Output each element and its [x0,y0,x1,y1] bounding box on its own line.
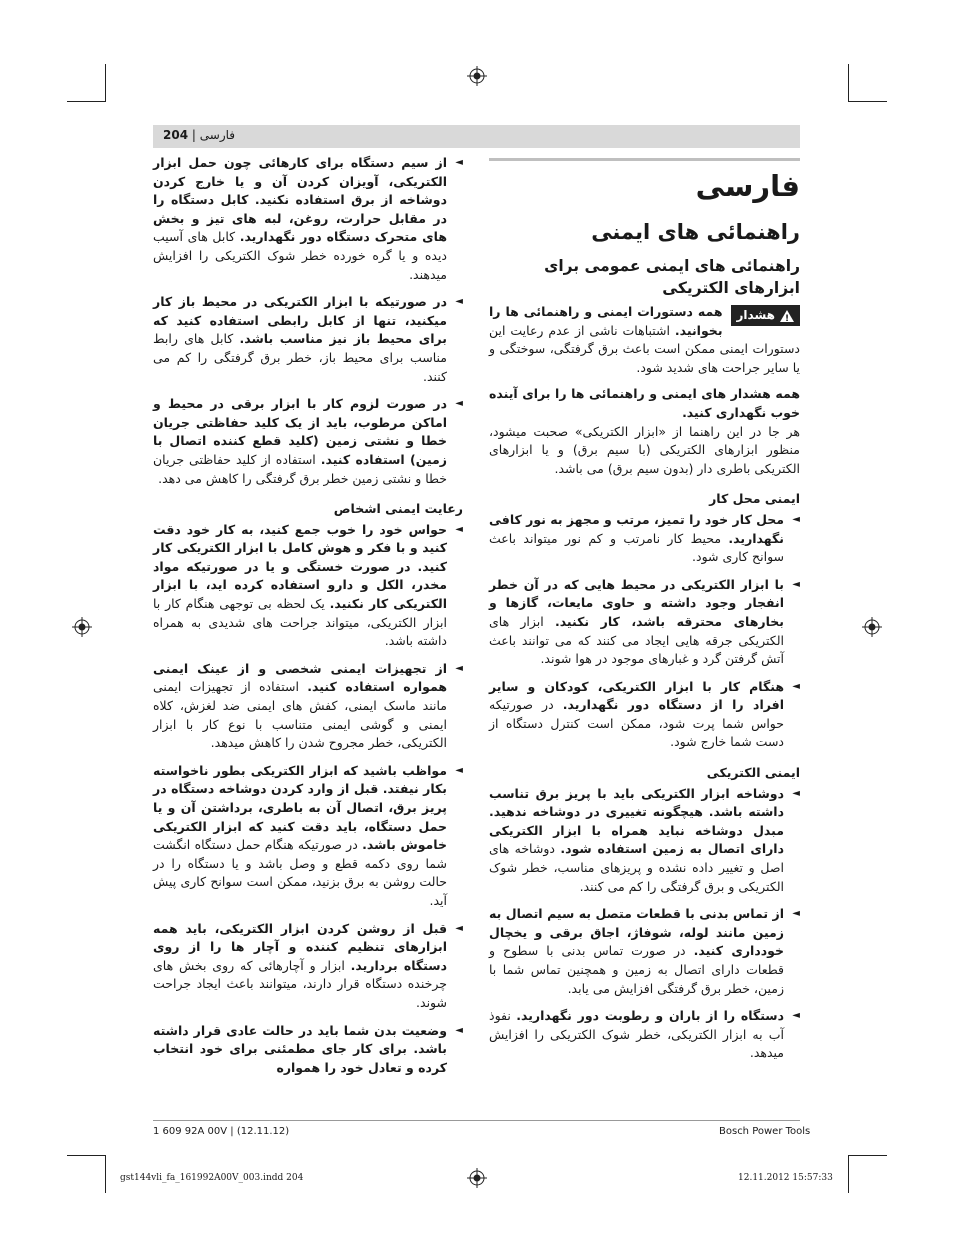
item-text: دوشاخه های اصل و تغییر داده نشده و پریزهای مناسب، خطر شوک الکتریکی و برق گرفتگی را کم می کنند. [489,841,784,894]
list-item [153,660,463,753]
subsection-title: راهنمائی های ایمنی عمومی برای ابزارهای الکتریکی [544,257,800,297]
header-separator: | [191,128,196,142]
item-bold: در صورتیکه با ابزار الکتریکی در محیط باز کار میکنید، تنها از کابل رابطی استفاده کنید که برای محیط باز نیز مناسب باشد. [153,294,447,347]
list-item [489,576,800,669]
bullet-arrow-icon: ◄ [455,1024,463,1036]
item-bold: از سیم دستگاه برای کارهائی چون حمل ابزار الکتریکی، آویزان کردن آن و یا خارج کردن دوشاخه از برق استفاده نکنید. کابل دستگاه را در مقابل حرارت، روغن، لبه های تیز و بخش های متحرک دستگاه دور نگهدارید. [153,155,447,245]
page-header-label [163,128,235,142]
list-item [153,395,463,488]
left-column [153,154,463,1086]
bullet-arrow-icon: ◄ [455,296,463,308]
crop-mark [849,101,887,102]
crop-mark [67,1155,105,1156]
bullet-arrow-icon: ◄ [792,1010,800,1022]
item-bold: وضعیت بدن شما باید در حالت عادی قرار داشته باشد. برای کار جای مطمئنی برای خود انتخاب کرده و تعادل خود را همواره [153,1022,447,1075]
list-item [153,762,463,911]
item-bold: مواظب باشید که ابزار الکتریکی بطور ناخواسته بکار نیفتد. قبل از وارد کردن دوشاخه دستگاه در پریز برق، اتصال آن به باطری، برداشتن آن و یا حمل دستگاه، باید دقت کنید که ابزار الکتریکی خاموش باشد. [153,762,447,853]
bullet-arrow-icon: ◄ [792,513,800,525]
right-column [489,158,800,1072]
footer-doc-code: 1 609 92A 00V | (12.11.12) [153,1126,290,1137]
bullet-arrow-icon: ◄ [792,908,800,920]
bullet-arrow-icon: ◄ [455,157,463,168]
list-item [489,678,800,752]
list-item [153,293,463,386]
item-text: کابل های رابط مناسب برای محیط باز، خطر برق گرفتگی را کم می کنند. [153,331,447,384]
item-bold: با ابزار الکتریکی در محیط هایی که در آن خطر انفجار وجود داشته و حاوی مایعات، گازها و بخارهای محترقه باشد، کار نکنید. [489,576,784,629]
electrical-continued-list [153,154,463,488]
item-bold: دستگاه را از باران و رطوبت دور نگهدارید. [516,1008,784,1024]
bullet-arrow-icon: ◄ [792,680,800,692]
warning-bold: همه دستورات ایمنی و راهنمائی ها را بخوانید. [489,304,723,338]
header-language: فارسی [199,128,236,142]
section-title: راهنمائی های ایمنی [591,220,800,244]
warning-triangle-icon [780,310,794,322]
item-text: استفاده از تجهیزات ایمنی مانند ماسک ایمنی، کفش های ایمنی ضد لغزش، کلاه ایمنی و گوشی ایمنی متناسب با نوع کار با ابزار الکتریکی، خطر مجروح شدن را کاهش میدهد. [153,679,447,751]
list-item [153,521,463,651]
warning-badge [731,305,800,326]
item-text: در صورتیکه هنگام حمل دستگاه انگشت شما روی دکمه قطع و وصل باشد و یا دستگاه را در حالت روشن به برق بزنید، ممکن است سوانح کاری پیش آید. [153,837,447,908]
item-bold: دوشاخه ابزار الکتریکی باید با پریز برق تناسب داشته باشد. هیچگونه تغییری در دوشاخه ندهید. مبدل دوشاخه نباید همراه با ابزار الکتریکی دارای اتصال به زمین استفاده شود. [489,785,784,857]
item-text: ابزار های الکتریکی جرقه هایی ایجاد می کنند که می توانند باعث آتش گرفتن گرد و غبارهای موجود در هوا شوند. [489,613,784,667]
electrical-heading: ایمنی الکتریکی [706,765,800,781]
item-text: در صورت تماس بدنی با سطوح و قطعات دارای اتصال به زمین و همچنین تماس شما با زمین، خطر برق گرفتگی افزایش می یابد. [489,943,784,996]
item-text: کابل های آسیب دیده و یا گره خورده خطر شوک الکتریکی را افزایش میدهند. [153,229,447,282]
list-item [153,1022,463,1078]
item-bold: از تجهیزات ایمنی شخصی و از عینک ایمنی همواره استفاده کنید. [153,660,447,695]
language-title: فارسی [695,169,800,203]
workplace-list [489,511,800,752]
electrical-list [489,785,800,1063]
registration-mark-icon [467,66,487,86]
crop-mark [848,1155,849,1193]
item-bold: حواس خود را خوب جمع کنید، به کار خود دقت کنید و با فکر و هوش کامل با ابزار الکتریکی کار کنید. در صورت خستگی و یا در صورتیکه مواد مخدر، الکل و دارو استفاده کرده اید، با ابزار الکتریکی کار نکنید. [153,521,447,612]
footer-rule [153,1120,800,1121]
definition-paragraph: هر جا در این راهنما از «ابزار الکتریکی» صحبت میشود، منظور ابزارهای الکتریکی (با سیم برق) و یا ابزارهای الکتریکی باطری دار (بدون سیم برق) می باشد. [489,423,800,476]
list-item [153,154,463,284]
list-item [489,905,800,998]
crop-mark [105,64,106,102]
item-text: نفوذ آب به ابزار الکتریکی، خطر شوک الکتریکی را افزایش میدهد. [489,1008,784,1061]
item-text: یک لحظه بی توجهی هنگام کار با ابزار الکتریکی، میتواند جراحت های شدیدی به همراه داشته باشد. [153,596,447,649]
list-item [153,920,463,1013]
page-number: 204 [163,128,189,142]
title-rule [489,158,800,161]
crop-mark [849,1155,887,1156]
item-bold: قبل از روشن کردن ابزار الکتریکی، باید همه ابزارهای تنظیم کننده و آچار ها را از روی دستگاه بردارید. [153,920,447,973]
keep-instructions: همه هشدار های ایمنی و راهنمائی ها را برای آینده خوب نگهداری کنید. [489,386,800,420]
bullet-arrow-icon: ◄ [455,398,463,410]
list-item [489,511,800,567]
page-header [153,125,800,148]
crop-mark [67,101,105,102]
item-bold: محل کار خود را تمیز، مرتب و مجهز به نور کافی نگهدارید. [489,511,784,546]
footer-brand: Bosch Power Tools [719,1126,811,1137]
item-bold: از تماس بدنی با قطعات متصل به سیم اتصال به زمین مانند لوله، شوفاژ، اجاق برقی و یخچال خودداری کنید. [489,906,784,959]
item-text: در صورتیکه حواس شما پرت شود، ممکن است کنترل دستگاه از دست شما خارج شود. [489,697,784,750]
crop-mark [105,1155,106,1193]
personal-safety-heading: رعایت ایمنی اشخاص [333,501,463,517]
item-bold: هنگام کار با ابزار الکتریکی، کودکان و سایر افراد را از دستگاه دور نگهدارید. [489,678,784,713]
item-bold: در صورت لزوم کار با ابزار برقی در محیط و اماکن مرطوب، باید از یک کلید حفاظتی جریان خطا و نشتی زمین (کلید قطع کننده اتصال با زمین) استفاده کنید. [153,396,447,467]
bullet-arrow-icon: ◄ [455,662,463,674]
workplace-heading: ایمنی محل کار [709,491,800,507]
slug-datetime: 12.11.2012 15:57:33 [738,1173,833,1183]
bullet-arrow-icon: ◄ [455,922,463,934]
bullet-arrow-icon: ◄ [792,787,800,799]
bullet-arrow-icon: ◄ [455,523,463,535]
slug-file-name: gst144vli_fa_161992A00V_003.indd 204 [120,1173,304,1183]
registration-mark-icon [862,617,882,637]
crop-mark [848,64,849,102]
list-item [489,785,800,897]
bullet-arrow-icon: ◄ [792,578,800,590]
warning-badge-label: هشدار [736,308,775,322]
registration-mark-icon [72,617,92,637]
item-text: استفاده از کلید حفاظتی جریان خطا و نشتی زمین خطر برق گرفتگی را کاهش می دهد. [153,451,447,486]
warning-text: اشتباهات ناشی از عدم رعایت این دستورات ایمنی ممکن است باعث برق گرفتگی، سوختگی و یا سایر جراحت های شدید شود. [489,322,800,375]
list-item [489,1007,800,1063]
item-text: ابزار و آچارهائی که روی بخش های چرخنده دستگاه قرار دارند، میتوانند باعث ایجاد جراحت شوند. [153,957,447,1010]
personal-safety-list [153,521,463,1078]
registration-mark-icon [467,1168,487,1188]
warning-block [489,303,800,377]
bullet-arrow-icon: ◄ [455,764,463,776]
item-text: محیط کار نامرتب و کم نور میتواند باعث سوانح کاری شود. [489,530,784,565]
